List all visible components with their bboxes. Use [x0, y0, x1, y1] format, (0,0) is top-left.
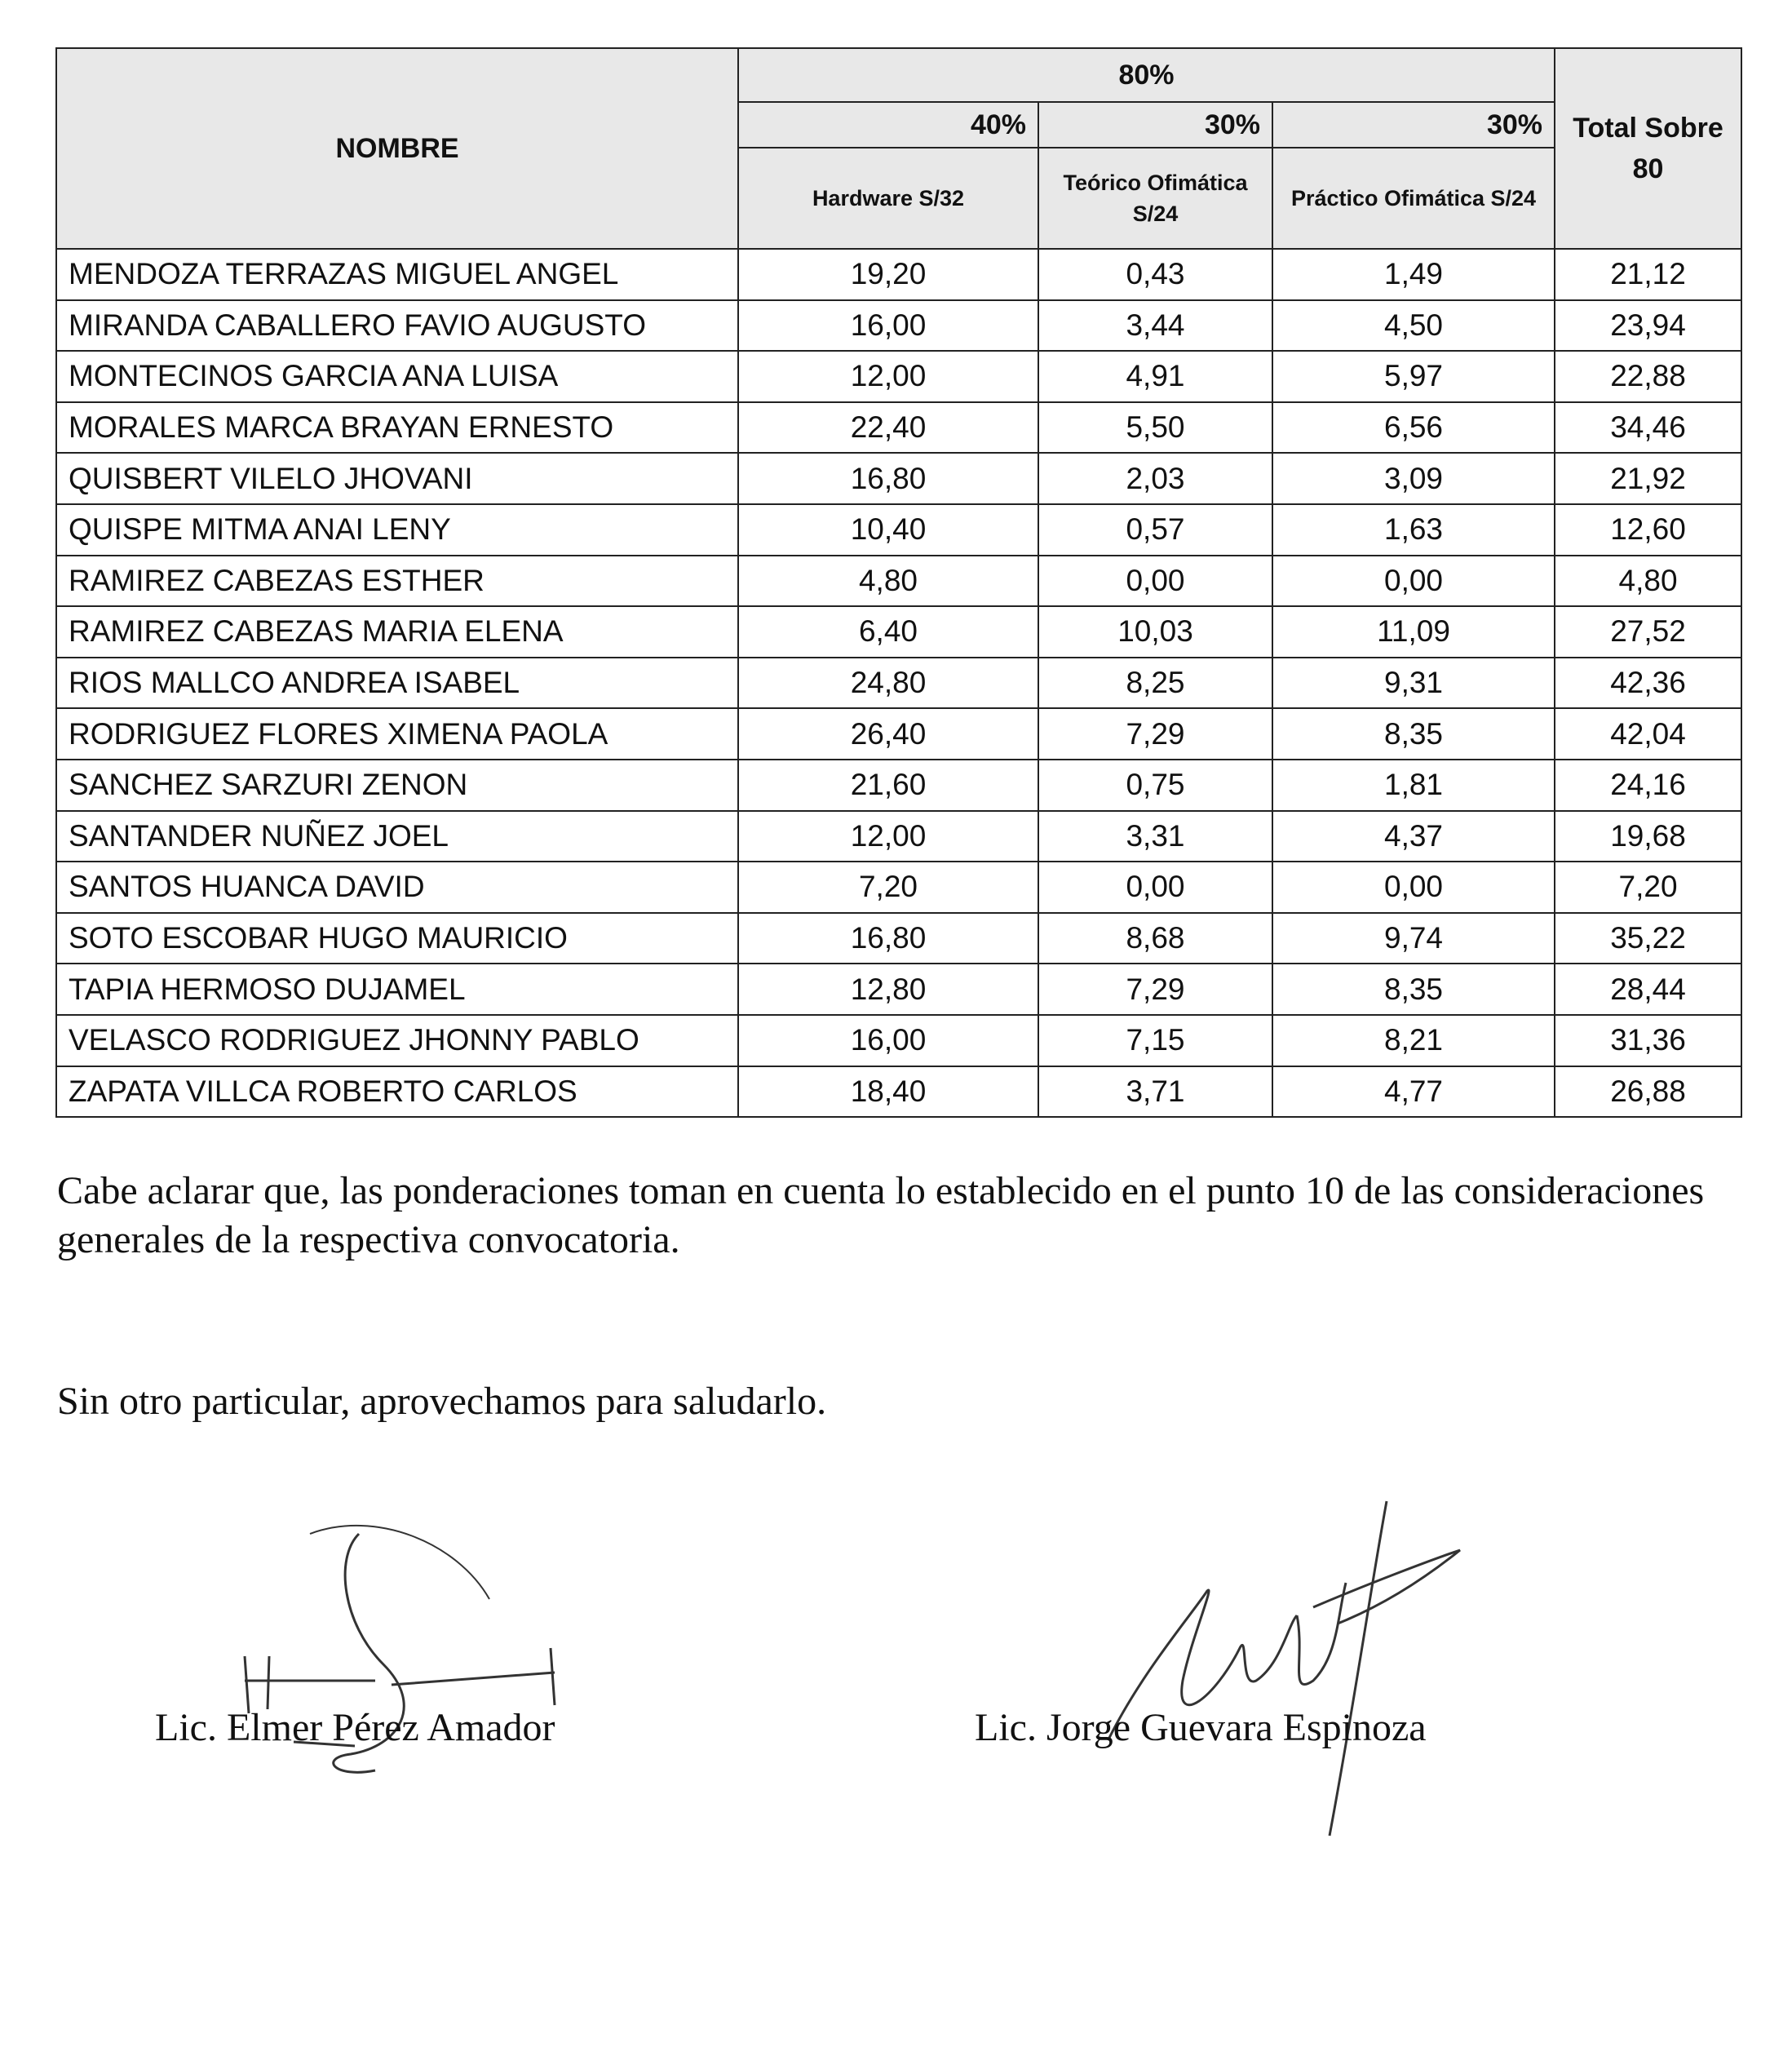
cell-hardware: 18,40: [738, 1066, 1038, 1118]
cell-practico: 4,50: [1272, 300, 1555, 352]
cell-teorico: 2,03: [1038, 453, 1272, 504]
header-hardware: Hardware S/32: [738, 148, 1038, 249]
table-row: [56, 964, 1741, 1015]
cell-hardware: 16,80: [738, 453, 1038, 504]
cell-total: 26,88: [1555, 1066, 1741, 1118]
table-header: [56, 48, 1741, 249]
cell-name: RAMIREZ CABEZAS ESTHER: [56, 556, 738, 607]
cell-teorico: 3,31: [1038, 811, 1272, 862]
cell-practico: 0,00: [1272, 556, 1555, 607]
cell-total: 22,88: [1555, 351, 1741, 402]
closing-paragraph: Sin otro particular, aprovechamos para saludarlo.: [57, 1380, 827, 1423]
signer-right-name: Lic. Jorge Guevara Espinoza: [975, 1706, 1427, 1749]
cell-teorico: 0,43: [1038, 249, 1272, 300]
cell-hardware: 4,80: [738, 556, 1038, 607]
cell-total: 35,22: [1555, 913, 1741, 964]
cell-teorico: 8,68: [1038, 913, 1272, 964]
table-row: [56, 862, 1741, 913]
cell-practico: 1,81: [1272, 760, 1555, 811]
table-row: [56, 606, 1741, 658]
table-row: [56, 249, 1741, 300]
cell-total: 23,94: [1555, 300, 1741, 352]
cell-name: MONTECINOS GARCIA ANA LUISA: [56, 351, 738, 402]
cell-total: 7,20: [1555, 862, 1741, 913]
cell-hardware: 12,00: [738, 811, 1038, 862]
cell-total: 12,60: [1555, 504, 1741, 556]
cell-teorico: 8,25: [1038, 658, 1272, 709]
cell-practico: 0,00: [1272, 862, 1555, 913]
cell-practico: 8,35: [1272, 708, 1555, 760]
header-pct-hardware: 40%: [738, 102, 1038, 148]
cell-name: ZAPATA VILLCA ROBERTO CARLOS: [56, 1066, 738, 1118]
cell-practico: 8,21: [1272, 1015, 1555, 1066]
signer-left-name: Lic. Elmer Pérez Amador: [155, 1706, 555, 1749]
cell-teorico: 3,44: [1038, 300, 1272, 352]
cell-practico: 8,35: [1272, 964, 1555, 1015]
cell-hardware: 26,40: [738, 708, 1038, 760]
cell-hardware: 16,00: [738, 300, 1038, 352]
cell-name: SOTO ESCOBAR HUGO MAURICIO: [56, 913, 738, 964]
table-row: [56, 760, 1741, 811]
table-row: [56, 504, 1741, 556]
table-body: [56, 249, 1741, 1117]
cell-name: VELASCO RODRIGUEZ JHONNY PABLO: [56, 1015, 738, 1066]
cell-total: 34,46: [1555, 402, 1741, 454]
table-row: [56, 913, 1741, 964]
cell-teorico: 0,00: [1038, 862, 1272, 913]
cell-practico: 11,09: [1272, 606, 1555, 658]
cell-teorico: 7,29: [1038, 964, 1272, 1015]
table-row: [56, 300, 1741, 352]
cell-name: RAMIREZ CABEZAS MARIA ELENA: [56, 606, 738, 658]
header-practico: Práctico Ofimática S/24: [1272, 148, 1555, 249]
cell-total: 31,36: [1555, 1015, 1741, 1066]
header-pct-teorico: 30%: [1038, 102, 1272, 148]
cell-teorico: 5,50: [1038, 402, 1272, 454]
cell-practico: 3,09: [1272, 453, 1555, 504]
cell-hardware: 12,80: [738, 964, 1038, 1015]
cell-teorico: 4,91: [1038, 351, 1272, 402]
header-pct-practico: 30%: [1272, 102, 1555, 148]
cell-total: 21,12: [1555, 249, 1741, 300]
signature-left-icon: [212, 1501, 587, 1795]
cell-total: 28,44: [1555, 964, 1741, 1015]
cell-total: 21,92: [1555, 453, 1741, 504]
table-row: [56, 658, 1741, 709]
header-nombre: NOMBRE: [56, 48, 738, 249]
cell-teorico: 7,29: [1038, 708, 1272, 760]
cell-name: RODRIGUEZ FLORES XIMENA PAOLA: [56, 708, 738, 760]
cell-name: MENDOZA TERRAZAS MIGUEL ANGEL: [56, 249, 738, 300]
cell-hardware: 24,80: [738, 658, 1038, 709]
table-row: [56, 556, 1741, 607]
cell-practico: 9,74: [1272, 913, 1555, 964]
cell-name: RIOS MALLCO ANDREA ISABEL: [56, 658, 738, 709]
table-row: [56, 351, 1741, 402]
signature-right-icon: [1093, 1493, 1484, 1844]
table-row: [56, 811, 1741, 862]
cell-practico: 4,37: [1272, 811, 1555, 862]
table-row: [56, 1066, 1741, 1118]
cell-hardware: 16,80: [738, 913, 1038, 964]
table-row: [56, 708, 1741, 760]
cell-total: 42,04: [1555, 708, 1741, 760]
cell-hardware: 19,20: [738, 249, 1038, 300]
cell-practico: 9,31: [1272, 658, 1555, 709]
cell-teorico: 3,71: [1038, 1066, 1272, 1118]
cell-name: SANTANDER NUÑEZ JOEL: [56, 811, 738, 862]
cell-total: 4,80: [1555, 556, 1741, 607]
cell-practico: 1,49: [1272, 249, 1555, 300]
cell-name: QUISPE MITMA ANAI LENY: [56, 504, 738, 556]
cell-practico: 1,63: [1272, 504, 1555, 556]
table-row: [56, 1015, 1741, 1066]
header-total: Total Sobre 80: [1555, 48, 1741, 249]
cell-hardware: 22,40: [738, 402, 1038, 454]
table-row: [56, 453, 1741, 504]
cell-hardware: 6,40: [738, 606, 1038, 658]
cell-practico: 5,97: [1272, 351, 1555, 402]
cell-total: 24,16: [1555, 760, 1741, 811]
cell-hardware: 7,20: [738, 862, 1038, 913]
cell-total: 27,52: [1555, 606, 1741, 658]
cell-name: MORALES MARCA BRAYAN ERNESTO: [56, 402, 738, 454]
cell-name: SANTOS HUANCA DAVID: [56, 862, 738, 913]
cell-hardware: 10,40: [738, 504, 1038, 556]
cell-teorico: 0,57: [1038, 504, 1272, 556]
cell-total: 19,68: [1555, 811, 1741, 862]
cell-teorico: 0,00: [1038, 556, 1272, 607]
cell-hardware: 21,60: [738, 760, 1038, 811]
cell-hardware: 16,00: [738, 1015, 1038, 1066]
table-row: [56, 402, 1741, 454]
header-teorico: Teórico Ofimática S/24: [1038, 148, 1272, 249]
results-table: [55, 47, 1742, 1118]
cell-name: SANCHEZ SARZURI ZENON: [56, 760, 738, 811]
header-group-80: 80%: [738, 48, 1555, 102]
cell-name: TAPIA HERMOSO DUJAMEL: [56, 964, 738, 1015]
cell-teorico: 0,75: [1038, 760, 1272, 811]
cell-teorico: 7,15: [1038, 1015, 1272, 1066]
cell-name: MIRANDA CABALLERO FAVIO AUGUSTO: [56, 300, 738, 352]
note-paragraph: Cabe aclarar que, las ponderaciones toman en cuenta lo establecido en el punto 10 de las consideraciones generales de la respectiva convocatoria.: [57, 1169, 1705, 1261]
cell-name: QUISBERT VILELO JHOVANI: [56, 453, 738, 504]
cell-total: 42,36: [1555, 658, 1741, 709]
cell-hardware: 12,00: [738, 351, 1038, 402]
cell-practico: 6,56: [1272, 402, 1555, 454]
cell-teorico: 10,03: [1038, 606, 1272, 658]
cell-practico: 4,77: [1272, 1066, 1555, 1118]
